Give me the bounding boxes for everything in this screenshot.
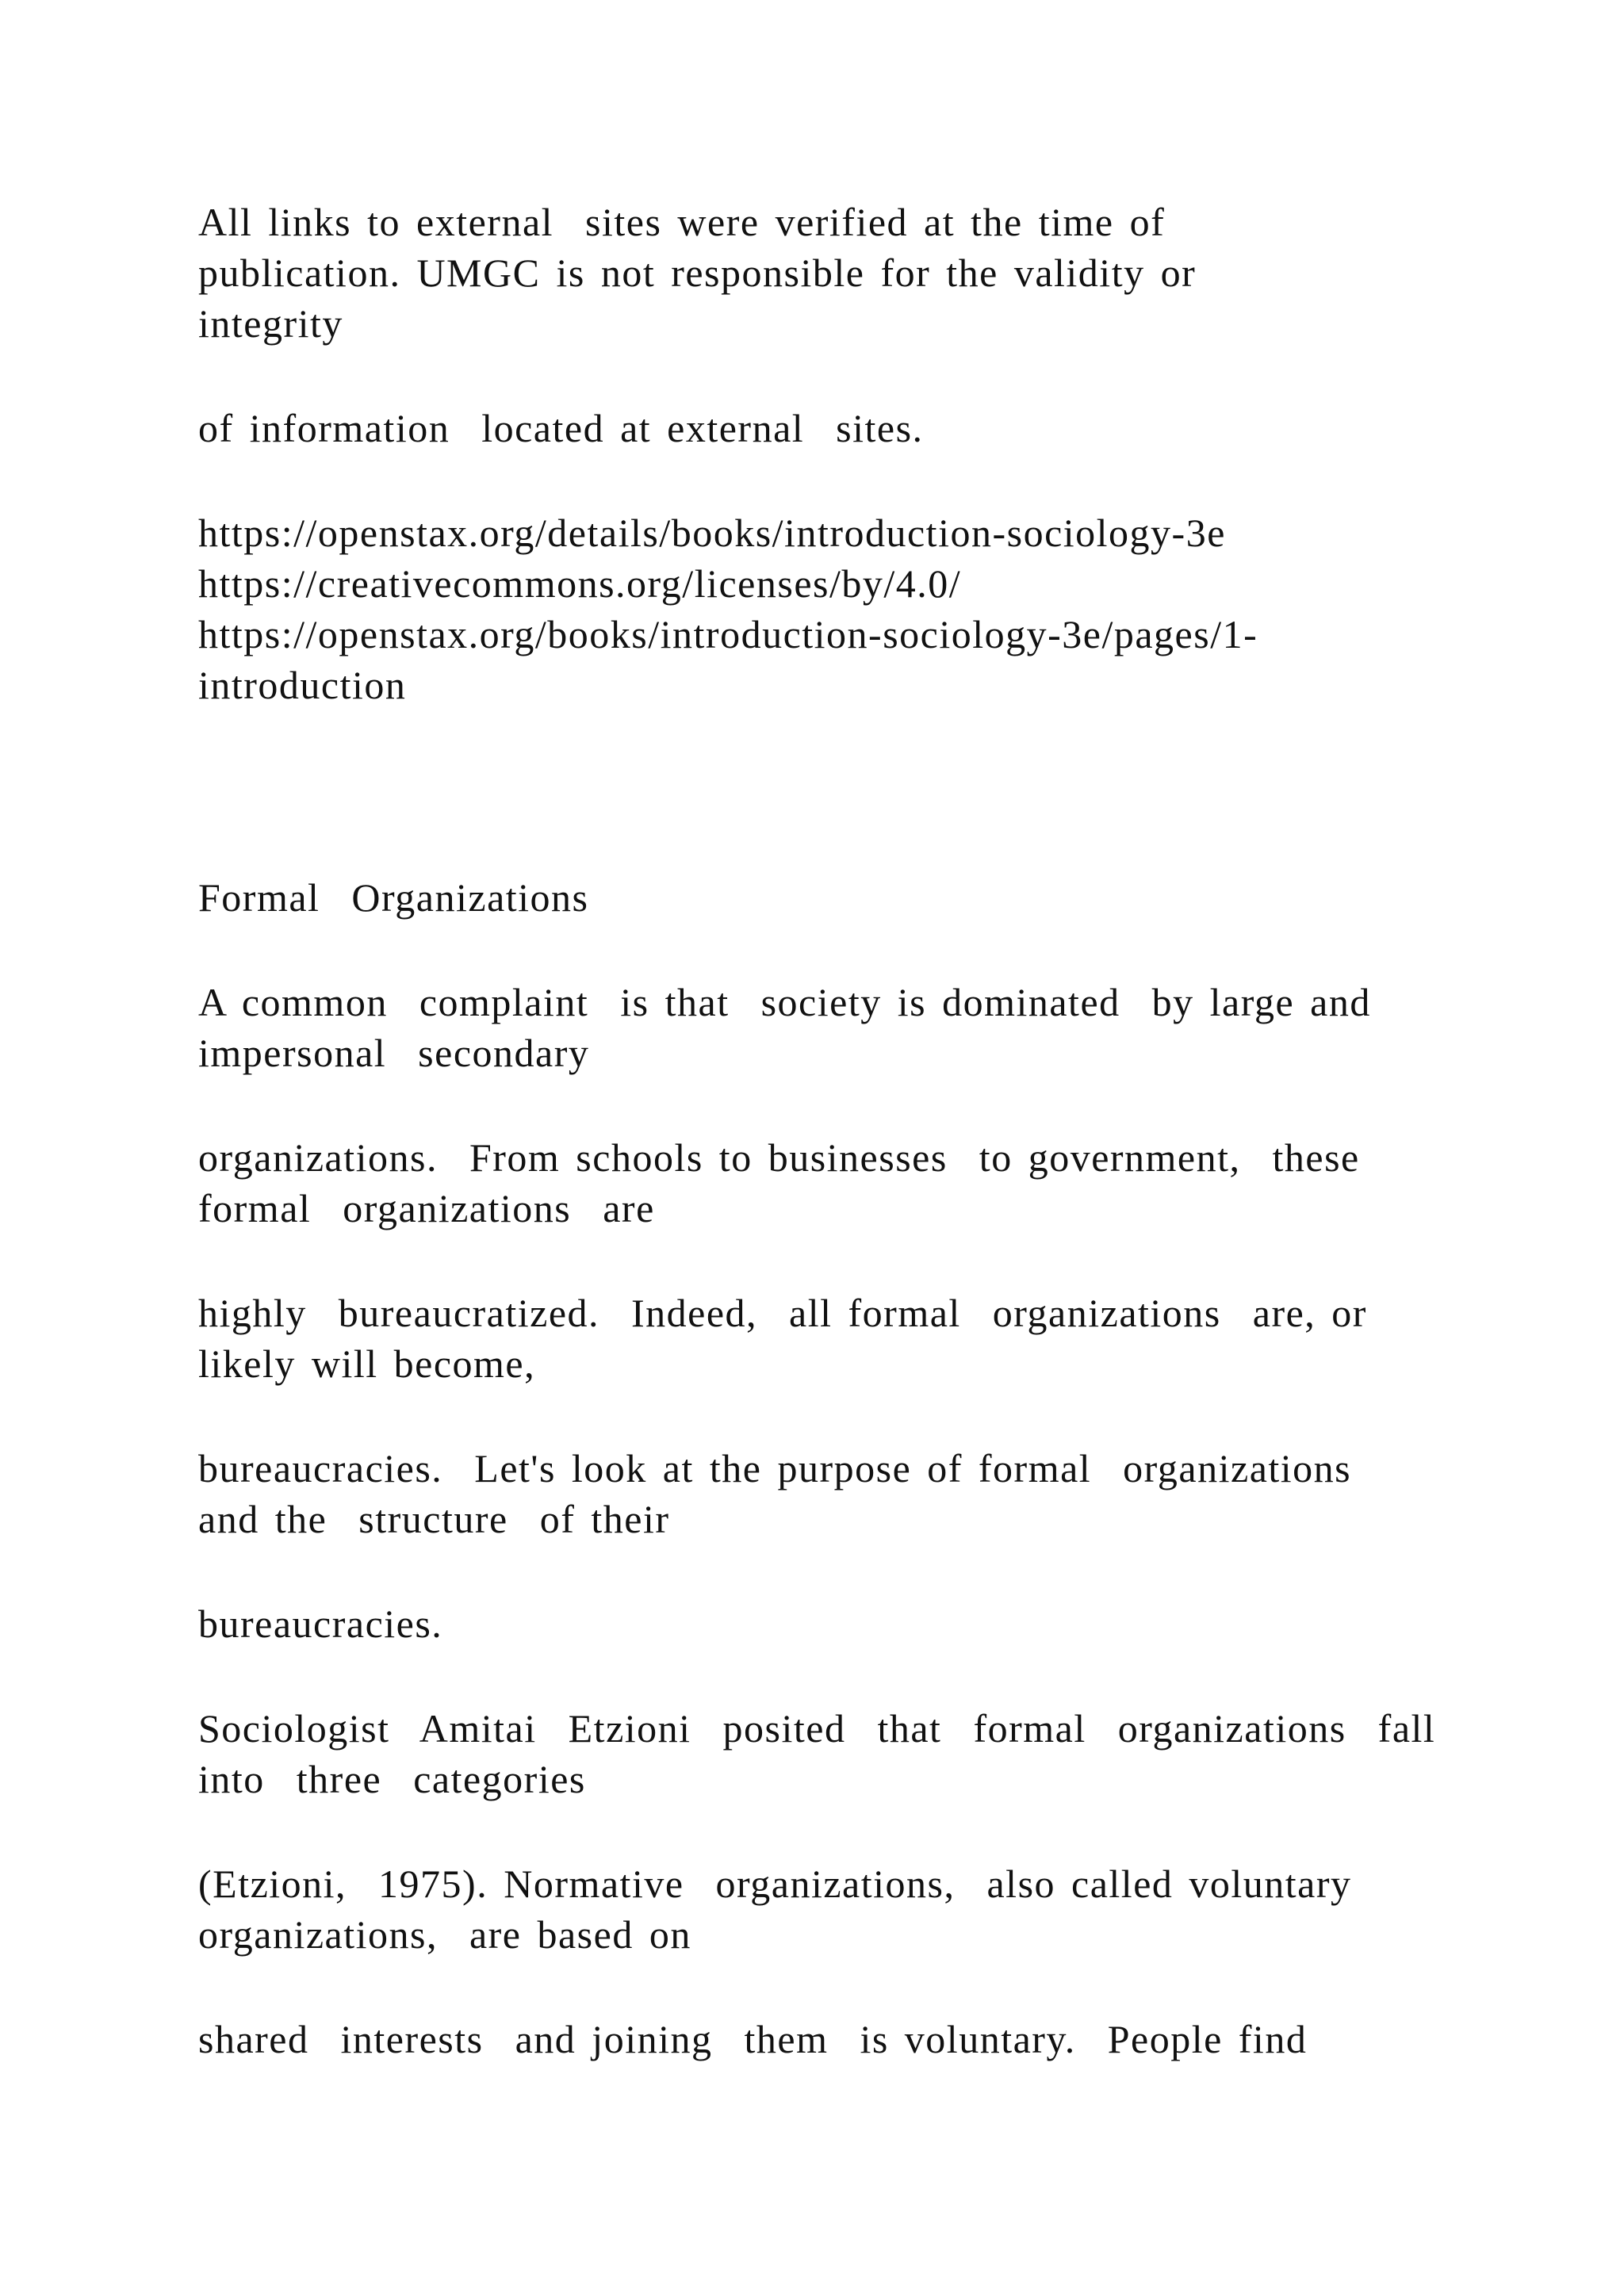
text-line: into three categories [198,1757,586,1801]
text-line: formal organizations are [198,1186,655,1230]
text-line: All links to external sites were verified at the time of [198,200,1166,244]
text-line: highly bureaucratized. Indeed, all formal organizations are, or [198,1291,1367,1335]
text-line: organizations. From schools to businesses to government, these [198,1135,1360,1180]
url-line: introduction [198,663,407,707]
url-line: https://openstax.org/books/introduction-sociology-3e/pages/1- [198,612,1258,656]
text-line: of information located at external sites. [198,406,924,450]
text-line: likely will become, [198,1341,536,1386]
url-line: https://openstax.org/details/books/introduction-sociology-3e [198,511,1226,555]
text-line: bureaucracies. [198,1601,443,1646]
url-line: https://creativecommons.org/licenses/by/4.0/ [198,561,962,606]
text-line: publication. UMGC is not responsible for the validity or [198,251,1197,295]
text-line: A common complaint is that society is dominated by large and [198,980,1371,1024]
text-line: Sociologist Amitai Etzioni posited that formal organizations fall [198,1706,1436,1751]
text-line: bureaucracies. Let's look at the purpose of formal organizations [198,1446,1352,1490]
text-line: organizations, are based on [198,1912,691,1957]
text-line: and the structure of their [198,1497,670,1541]
section-heading: Formal Organizations [198,875,589,920]
text-line: integrity [198,301,343,346]
text-line: shared interests and joining them is voluntary. People find [198,2017,1308,2061]
text-line: (Etzioni, 1975). Normative organizations, also called voluntary [198,1862,1352,1906]
text-line: impersonal secondary [198,1031,590,1075]
